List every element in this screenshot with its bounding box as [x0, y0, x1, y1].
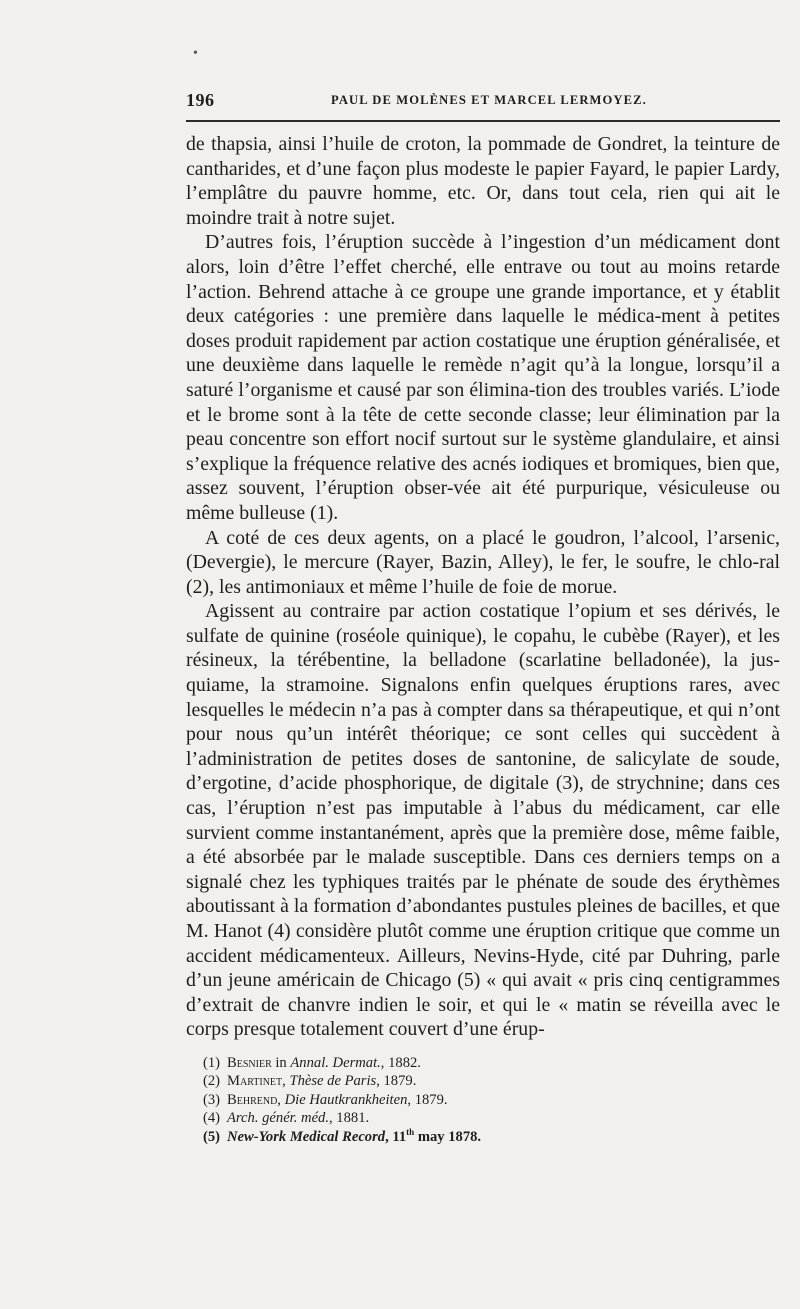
footnote-year: , 1879.: [376, 1073, 417, 1090]
footnote-3: [203, 1091, 763, 1109]
footnote-title: Annal. Dermat.: [290, 1055, 381, 1071]
footnote-number: (1): [203, 1055, 221, 1071]
footnote-2: [203, 1072, 763, 1090]
footnote-author: Behrend: [227, 1091, 278, 1108]
footnote-number: (2): [203, 1073, 221, 1090]
footnote-year: , 1879.: [407, 1091, 448, 1108]
footnote-5: [203, 1128, 763, 1146]
footnote-day: , 11: [385, 1128, 407, 1145]
footnotes: [203, 1054, 763, 1146]
footnote-connector: ,: [277, 1091, 285, 1108]
header-rule: [186, 120, 780, 122]
footnote-superscript: th: [406, 1126, 415, 1137]
paragraph-3: A coté de ces deux agents, on a placé le goudron, l’alcool, l’arsenic, (Devergie), le mercure (Rayer, Bazin, Alley), le fer, le soufre, le chlo-ral (2), les antimoniaux et même l’huile de foie de morue.: [186, 526, 780, 598]
footnote-connector: in: [271, 1055, 291, 1071]
footnote-1: [203, 1054, 763, 1072]
body-text: [186, 132, 780, 1042]
footnote-number: (4): [203, 1110, 221, 1127]
page-mark: •: [193, 46, 198, 61]
footnote-year: , 1882.: [380, 1055, 421, 1071]
footnote-title: New-York Medical Record: [227, 1128, 386, 1145]
footnote-title: Die Hautkrankheiten: [284, 1091, 408, 1108]
paragraph-2: D’autres fois, l’éruption succède à l’ingestion d’un médicament dont alors, loin d’être l’effet cherché, elle entrave ou tout au moins retarde l’action. Behrend attache à ce groupe une grande importance, et y établit deux catégories : une première dans laquelle le médica-ment à petites doses produit rapidement par action costatique une éruption généralisée, et une deuxième dans laquelle le remède n’agit qu’à la longue, lorsqu’il a saturé l’organisme et causé par son élimina-tion des troubles variés. L’iode et le brome sont à la tête de cette seconde classe; leur élimination par la peau concentre son effort nocif surtout sur le système glandulaire, et ainsi s’explique la fréquence relative des acnés iodiques et bromiques, bien que, assez souvent, l’éruption obser-vée ait été purpurique, vésiculeuse ou même bulleuse (1).: [186, 231, 780, 524]
footnote-number: (3): [203, 1091, 221, 1108]
footnote-title: Arch. génér. méd.: [227, 1110, 329, 1127]
footnote-author: Martinet: [227, 1073, 283, 1090]
running-head: PAUL DE MOLÈNES ET MARCEL LERMOYEZ.: [331, 93, 647, 107]
footnote-connector: ,: [282, 1073, 290, 1090]
footnote-date-tail: may 1878.: [414, 1128, 482, 1145]
footnote-number: (5): [203, 1128, 221, 1145]
footnote-title: Thèse de Paris: [289, 1073, 377, 1090]
paragraph-4: Agissent au contraire par action costatique l’opium et ses dérivés, le sulfate de quinine (roséole quinique), le copahu, le cubèbe (Rayer), et les résineux, la térébentine, la belladone (scarlatine belladonée), la jus-quiame, la stramoine. Signalons enfin quelques éruptions rares, avec lesquelles le médecin n’a pas à compter dans sa thérapeutique, et qui n’ont pour nous qu’un intérêt théorique; ce sont celles qui succèdent à l’administration de petites doses de santonine, de salicylate de soude, d’ergotine, d’acide phosphorique, de digitale (3), de strychnine; dans ces cas, l’éruption n’est pas imputable à l’abus du médicament, car elle survient comme instantanément, après que la première dose, même faible, a été absorbée par le malade susceptible. Dans ces derniers temps on a signalé chez les typhiques traités par le phénate de soude des érythèmes aboutissant à la formation d’abondantes pustules pleines de bacilles, et que M. Hanot (4) considère plutôt comme une éruption critique que comme un accident médicamenteux. Ailleurs, Nevins-Hyde, cité par Duhring, parle d’un jeune américain de Chicago (5) « qui avait « pris cinq centigrammes d’extrait de chanvre indien le soir, et qui le « matin se réveilla avec le corps presque totalement couvert d’une érup-: [186, 600, 780, 1041]
paragraph-1: de thapsia, ainsi l’huile de croton, la pommade de Gondret, la teinture de cantharides, et d’une façon plus modeste le papier Fayard, le papier Lardy, l’emplâtre du pauvre homme, etc. Or, dans tout cela, rien qui ait le moindre trait à notre sujet.: [186, 133, 780, 229]
page-number: 196: [186, 90, 215, 110]
page-header: [186, 86, 780, 116]
footnote-author: Besnier: [227, 1055, 272, 1071]
footnote-year: , 1881.: [329, 1110, 370, 1127]
footnote-4: [203, 1109, 763, 1127]
